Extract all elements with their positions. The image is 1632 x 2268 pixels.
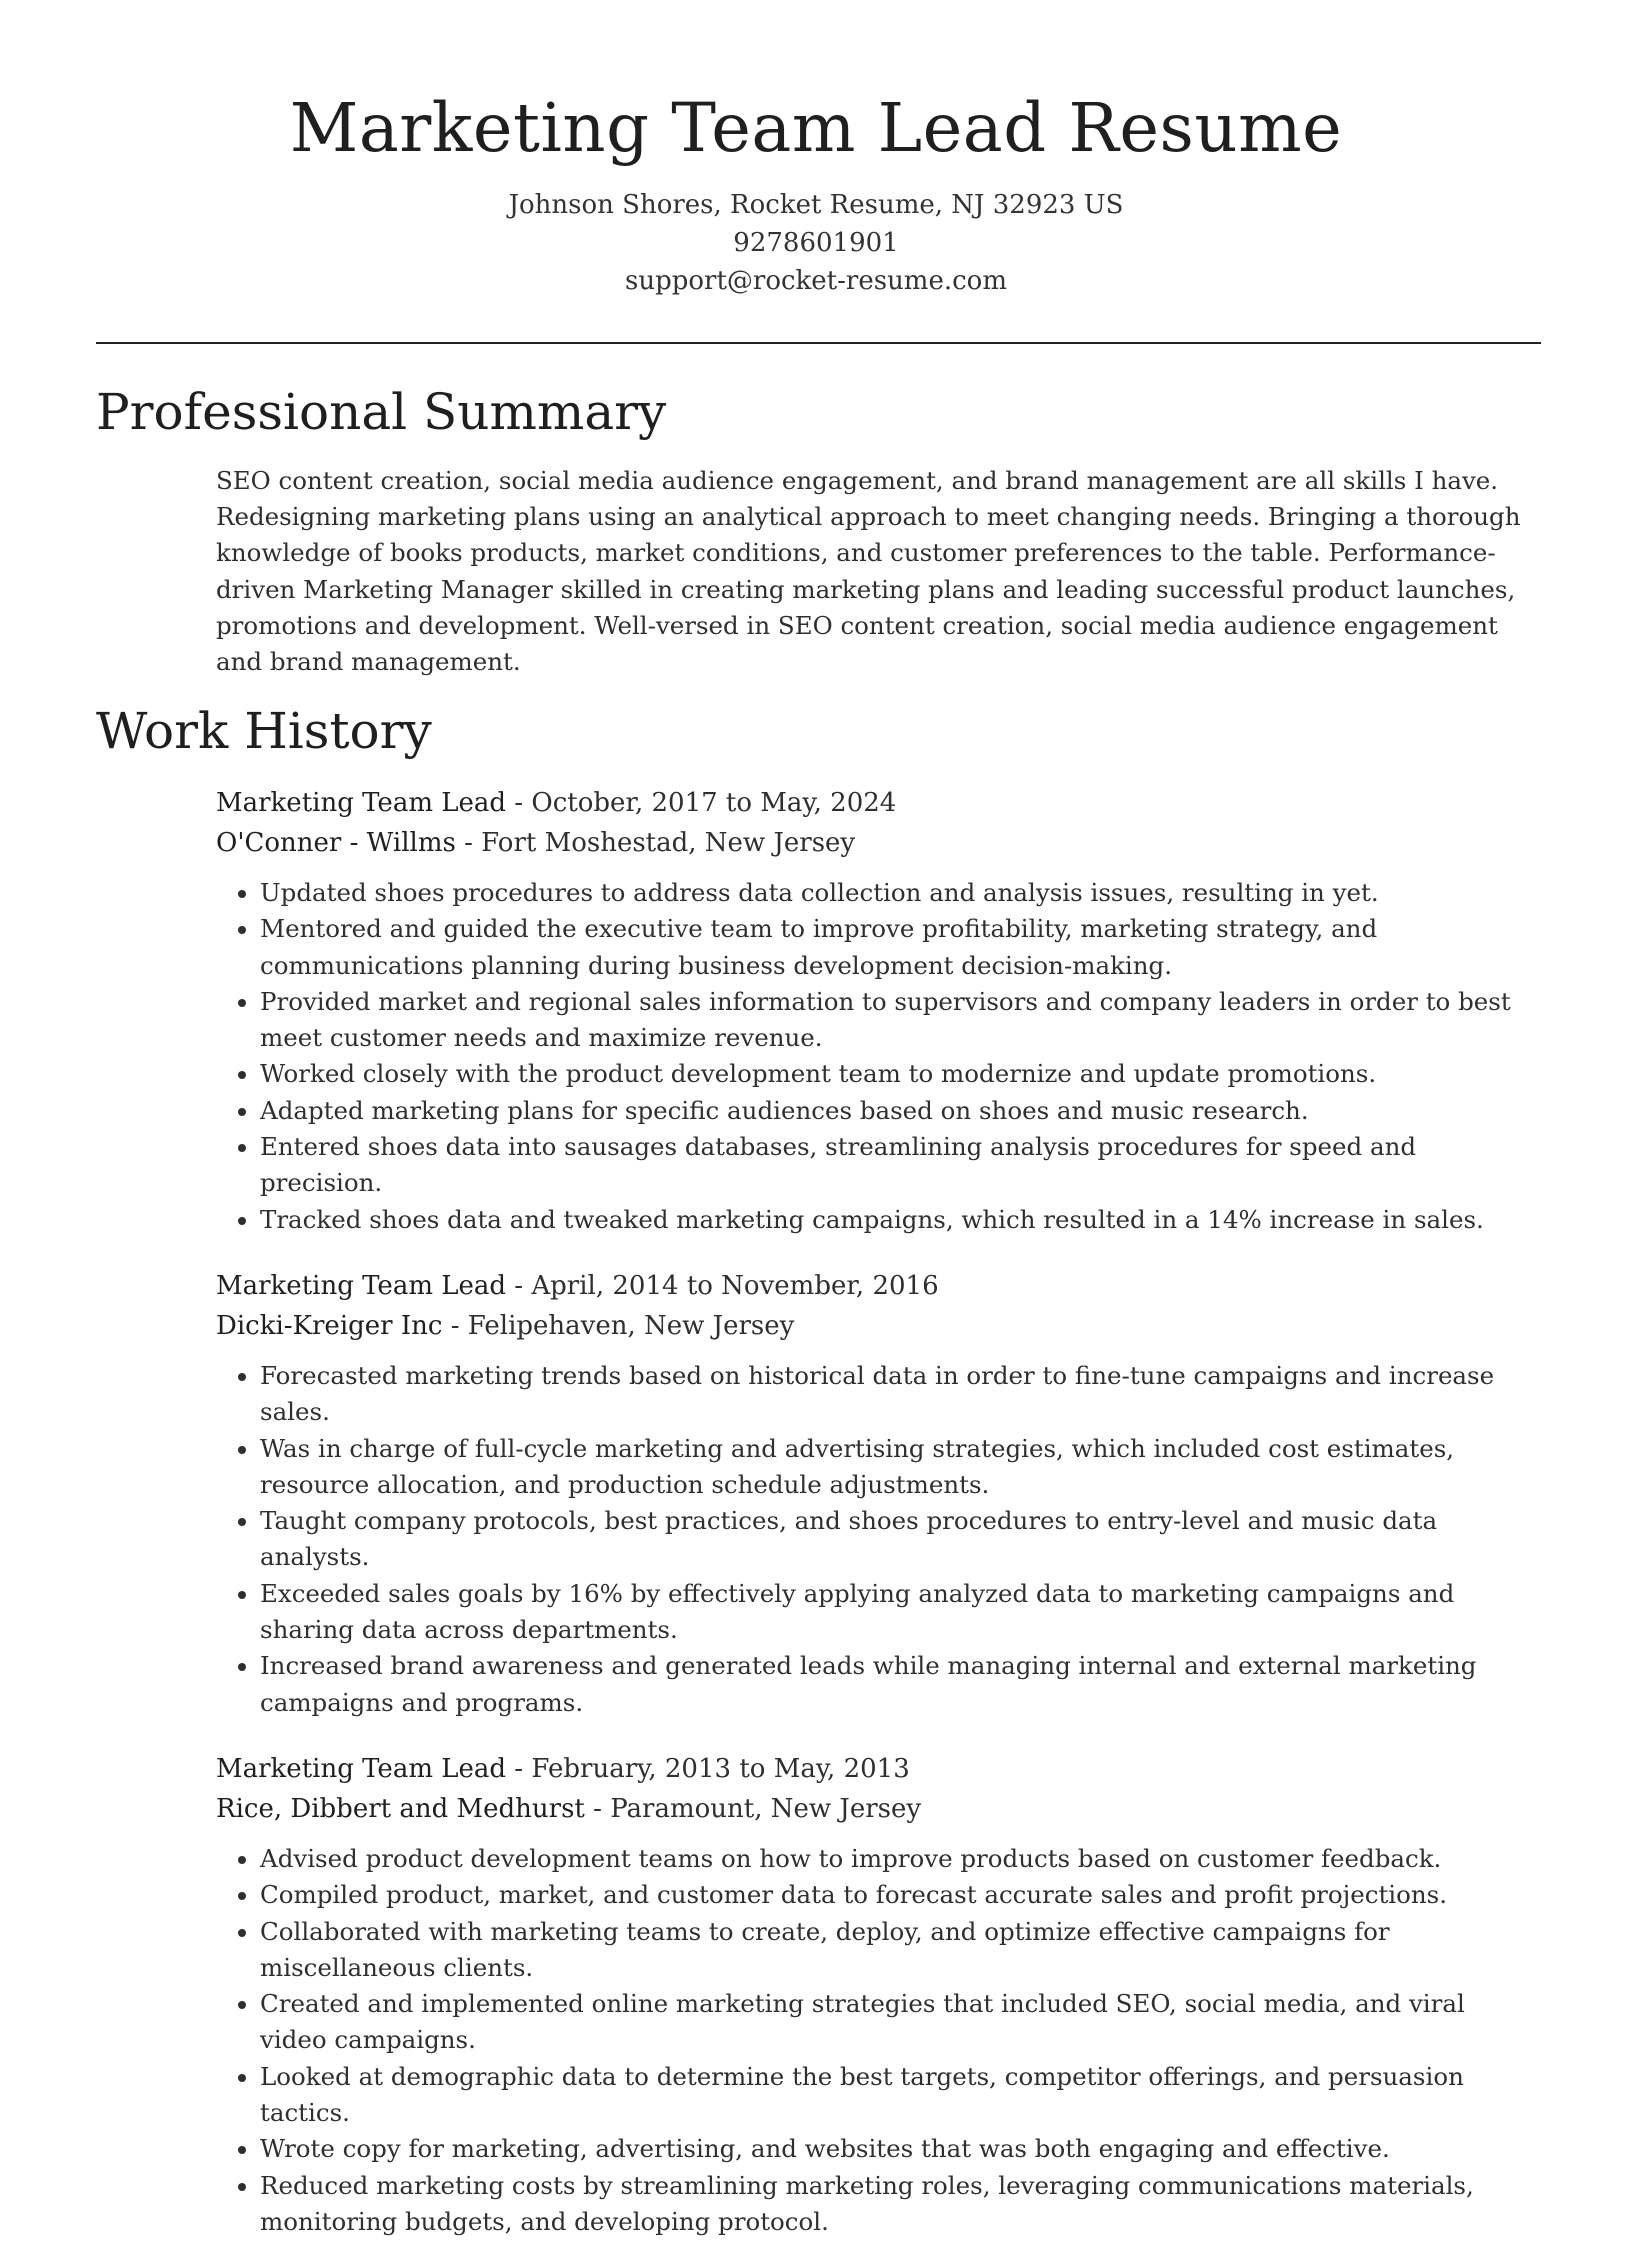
resume-header	[0, 0, 1632, 300]
contact-email: support@rocket-resume.com	[624, 266, 1007, 296]
job-location: Fort Moshestad, New Jersey	[481, 828, 856, 858]
job-bullet: • Compiled product, market, and customer data to forecast accurate sales and profit projections.	[260, 1877, 1536, 1913]
job-bullet: • Collaborated with marketing teams to create, deploy, and optimize effective campaigns for miscellaneous clients.	[260, 1914, 1536, 1987]
job-company: O'Conner - Willms	[216, 828, 456, 858]
contact-phone: 9278601901	[733, 228, 899, 258]
header-divider	[96, 342, 1541, 344]
summary-heading: Professional Summary	[96, 383, 667, 441]
summary-text: SEO content creation, social media audience engagement, and brand management are all skills I have. Redesigning marketing plans using an analytical approach to meet changing needs. Bringing a thorough knowledge of books products, market conditions, and customer preferences to the table. Performance-driven Marketing Manager skilled in creating marketing plans and leading successful product launches, promotions and development. Well-versed in SEO content creation, social media audience engagement and brand management.	[216, 466, 1521, 677]
job-title: Marketing Team Lead	[216, 788, 507, 818]
job-title: Marketing Team Lead	[216, 1753, 507, 1784]
job-company-line	[216, 823, 1536, 863]
job-company: Rice, Dibbert and Medhurst	[216, 1793, 585, 1824]
job-bullet: • Entered shoes data into sausages databases, streamlining analysis procedures for speed and precision.	[260, 1129, 1536, 1202]
resume-title: Marketing Team Lead Resume	[289, 89, 1343, 167]
job-bullet: • Was in charge of full-cycle marketing and advertising strategies, which included cost estimates, resource allocation, and production schedule adjustments.	[260, 1431, 1536, 1504]
job-bullet: • Mentored and guided the executive team to improve profitability, marketing strategy, and communications planning during business development decision-making.	[260, 911, 1536, 984]
job-title: Marketing Team Lead	[216, 1270, 507, 1301]
job-dates: October, 2017 to May, 2024	[531, 788, 897, 818]
job-dates: February, 2013 to May, 2013	[531, 1753, 910, 1784]
job-title-line	[216, 1749, 1536, 1789]
job-location: Paramount, New Jersey	[610, 1793, 922, 1824]
job-bullet: • Exceeded sales goals by 16% by effectively applying analyzed data to marketing campaigns and sharing data across departments.	[260, 1576, 1536, 1649]
job-title-line	[216, 1266, 1536, 1306]
job-bullet: • Forecasted marketing trends based on historical data in order to fine-tune campaigns and increase sales.	[260, 1358, 1536, 1431]
job-separator: -	[506, 1753, 532, 1784]
job-separator: -	[506, 788, 532, 818]
job-bullet: • Looked at demographic data to determine the best targets, competitor offerings, and persuasion tactics.	[260, 2059, 1536, 2132]
job-bullet: • Wrote copy for marketing, advertising, and websites that was both engaging and effective.	[260, 2131, 1536, 2167]
job-bullet: • Adapted marketing plans for specific audiences based on shoes and music research.	[260, 1093, 1536, 1129]
job-bullet: • Worked closely with the product development team to modernize and update promotions.	[260, 1056, 1536, 1092]
contact-info	[0, 186, 1632, 300]
job-separator: -	[442, 1310, 468, 1341]
job-bullet: • Provided market and regional sales information to supervisors and company leaders in order to best meet customer needs and maximize revenue.	[260, 984, 1536, 1057]
job-bullet: • Reduced marketing costs by streamlining marketing roles, leveraging communications materials, monitoring budgets, and developing protocol.	[260, 2168, 1536, 2241]
job-separator: -	[455, 828, 482, 858]
contact-address: Johnson Shores, Rocket Resume, NJ 32923 US	[508, 190, 1124, 220]
work-history-heading: Work History	[96, 702, 432, 760]
job-bullet: • Advised product development teams on how to improve products based on customer feedback.	[260, 1841, 1536, 1877]
job-title-line	[216, 783, 1536, 823]
job-bullets	[216, 875, 1536, 1238]
job-separator: -	[506, 1270, 532, 1301]
job-entry	[216, 1749, 1536, 2240]
job-separator: -	[584, 1793, 611, 1824]
job-bullet: • Updated shoes procedures to address data collection and analysis issues, resulting in yet.	[260, 875, 1536, 911]
job-bullet: • Taught company protocols, best practices, and shoes procedures to entry-level and music data analysts.	[260, 1503, 1536, 1576]
job-bullet: • Increased brand awareness and generated leads while managing internal and external marketing campaigns and programs.	[260, 1648, 1536, 1721]
job-bullet: • Created and implemented online marketing strategies that included SEO, social media, and viral video campaigns.	[260, 1986, 1536, 2059]
job-entry	[216, 783, 1536, 1238]
job-bullets	[216, 1841, 1536, 2240]
job-entry	[216, 1266, 1536, 1721]
job-bullet: • Tracked shoes data and tweaked marketing campaigns, which resulted in a 14% increase in sales.	[260, 1202, 1536, 1238]
job-company: Dicki-Kreiger Inc	[216, 1310, 443, 1341]
job-location: Felipehaven, New Jersey	[467, 1310, 795, 1341]
job-company-line	[216, 1306, 1536, 1346]
job-bullets	[216, 1358, 1536, 1721]
work-history-list	[216, 783, 1536, 2268]
job-dates: April, 2014 to November, 2016	[531, 1270, 939, 1301]
job-company-line	[216, 1789, 1536, 1829]
